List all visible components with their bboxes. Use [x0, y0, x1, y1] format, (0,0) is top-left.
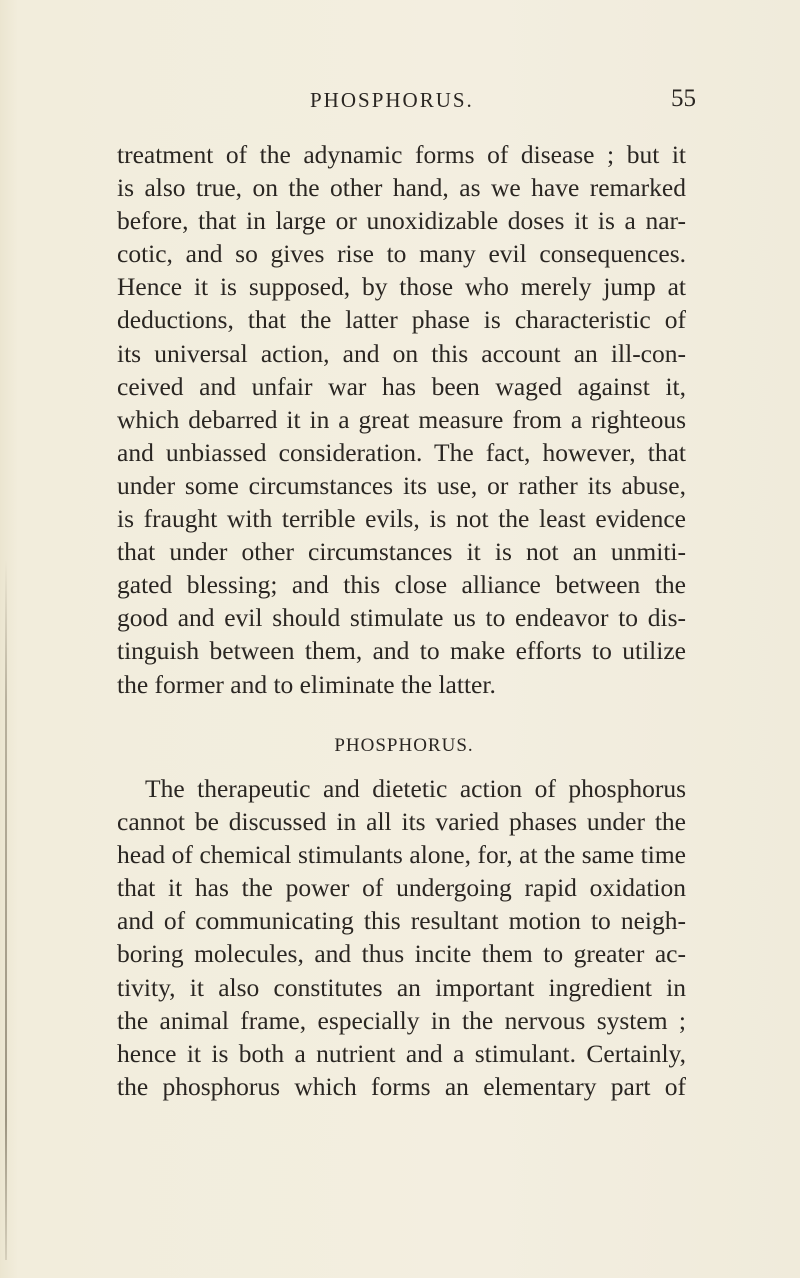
paragraph-1: [117, 138, 686, 701]
text-line: before, that in large or unoxidizable doses it is a nar-: [117, 206, 686, 236]
text-line: treatment of the adynamic forms of disease ; but it: [117, 140, 686, 169]
text-line: and unbiassed consideration. The fact, however, that: [117, 437, 686, 467]
text-line: its universal action, and on this account an ill-con-: [117, 338, 686, 368]
text-line: tivity, it also constitutes an important ingredient in: [117, 972, 686, 1002]
text-line: that it has the power of undergoing rapid oxidation: [117, 873, 686, 903]
paragraph-2: [117, 772, 686, 1103]
page-number: 55: [671, 85, 696, 112]
text-line: deductions, that the latter phase is characteristic of: [117, 305, 686, 335]
text-line: and of communicating this resultant motion to neigh-: [117, 906, 686, 936]
text-line: good and evil should stimulate us to endeavor to dis-: [117, 603, 686, 633]
text-line: is also true, on the other hand, as we have remarked: [117, 173, 686, 203]
text-line: which debarred it in a great measure from a righteous: [117, 404, 686, 434]
text-line: cotic, and so gives rise to many evil consequences.: [117, 239, 686, 269]
text-line: cannot be discussed in all its varied phases under the: [117, 807, 686, 837]
text-line: the former and to eliminate the latter.: [117, 669, 496, 699]
text-line: the phosphorus which forms an elementary part of: [117, 1071, 686, 1101]
text-line: ceived and unfair war has been waged against it,: [117, 371, 686, 401]
running-head: [0, 85, 800, 118]
text-line: The therapeutic and dietetic action of phosphorus: [145, 774, 686, 803]
text-line: that under other circumstances it is not an unmiti-: [117, 537, 686, 567]
page-edge-shadow: [5, 560, 7, 1260]
text-line: hence it is both a nutrient and a stimulant. Certainly,: [117, 1038, 686, 1068]
text-line: Hence it is supposed, by those who merely jump at: [117, 272, 686, 302]
running-head-title: PHOSPHORUS.: [310, 88, 474, 112]
text-line: tinguish between them, and to make efforts to utilize: [117, 636, 686, 666]
text-line: gated blessing; and this close alliance between the: [117, 570, 686, 600]
text-line: boring molecules, and thus incite them to greater ac-: [117, 939, 686, 969]
text-line: head of chemical stimulants alone, for, at the same time: [117, 840, 686, 870]
text-line: is fraught with terrible evils, is not the least evidence: [117, 504, 686, 534]
text-line: the animal frame, especially in the nervous system ;: [117, 1005, 686, 1035]
text-line: under some circumstances its use, or rather its abuse,: [117, 470, 686, 500]
section-heading: PHOSPHORUS.: [334, 735, 474, 756]
